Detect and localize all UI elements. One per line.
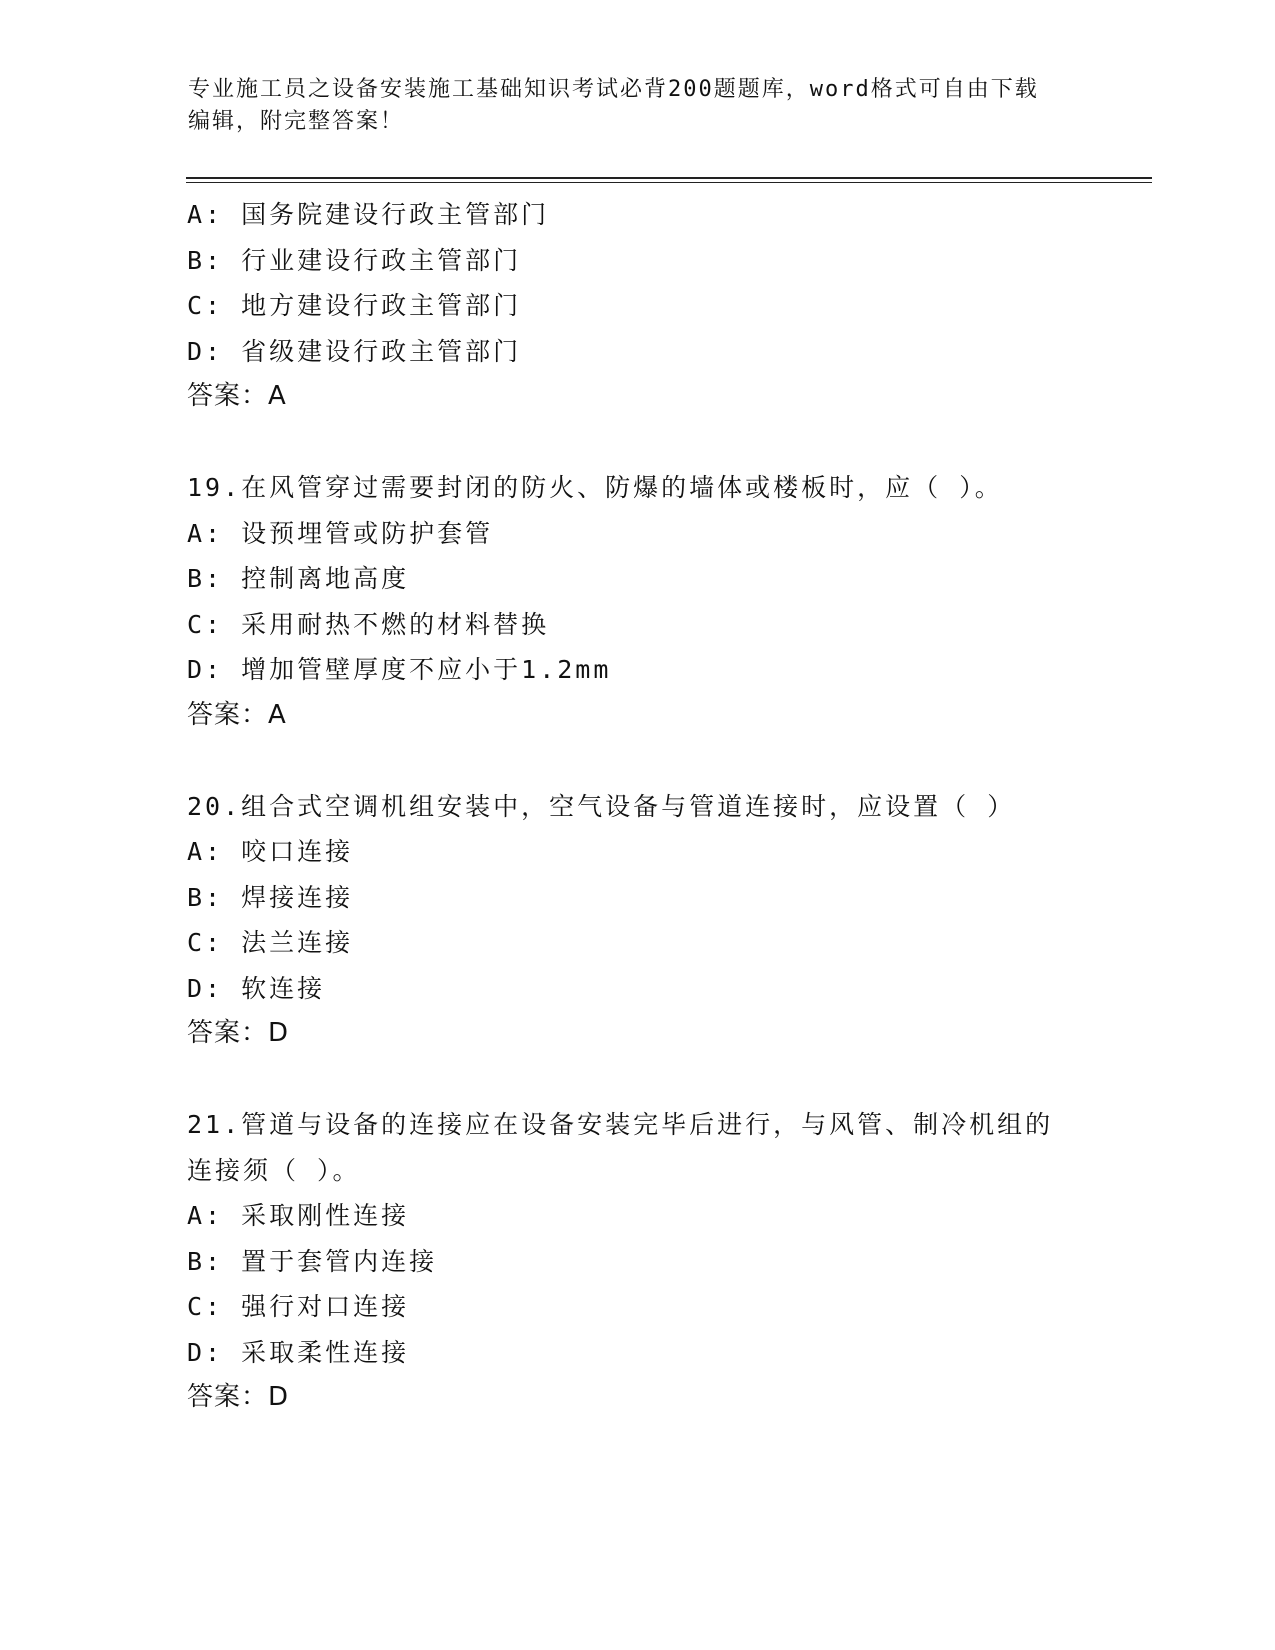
- question-block: [187, 465, 1087, 738]
- option-d: D: 软连接: [187, 973, 326, 1003]
- option-a: A: 设预埋管或防护套管: [187, 518, 494, 548]
- option-c: C: 法兰连接: [187, 928, 354, 957]
- header-line-2: 编辑，附完整答案！: [188, 109, 405, 134]
- option-d: D: 采取柔性连接: [187, 1337, 410, 1367]
- option-a: A: 国务院建设行政主管部门: [187, 200, 550, 229]
- answer-line: 答案：D: [187, 1382, 290, 1412]
- question-text: 19.在风管穿过需要封闭的防火、防爆的墙体或楼板时，应（ ）。: [187, 473, 1003, 502]
- option-d: D: 省级建设行政主管部门: [187, 336, 522, 366]
- option-b: B: 行业建设行政主管部门: [187, 245, 522, 275]
- question-list: [187, 192, 1087, 1421]
- option-a: A: 采取刚性连接: [187, 1201, 410, 1230]
- option-b: B: 控制离地高度: [187, 564, 410, 593]
- spacer: [187, 420, 1087, 466]
- question-text-line-1: 21.管道与设备的连接应在设备安装完毕后进行，与风管、制冷机组的: [187, 1110, 1054, 1139]
- header-line-1: 专业施工员之设备安装施工基础知识考试必背200题题库，word格式可自由下载: [188, 77, 1039, 102]
- answer-line: 答案：A: [187, 699, 287, 730]
- option-c: C: 采用耐热不燃的材料替换: [187, 609, 550, 639]
- question-text: 20.组合式空调机组安装中，空气设备与管道连接时，应设置（ ）: [187, 791, 1016, 821]
- option-b: B: 焊接连接: [187, 882, 354, 912]
- header-divider-thick: [186, 177, 1152, 179]
- header-divider-thin: [186, 182, 1152, 183]
- question-block: [187, 192, 1087, 420]
- option-c: C: 强行对口连接: [187, 1292, 410, 1321]
- option-b: B: 置于套管内连接: [187, 1246, 438, 1276]
- spacer: [187, 1057, 1087, 1103]
- option-a: A: 咬口连接: [187, 837, 354, 866]
- document-header: [188, 74, 1068, 138]
- option-c: C: 地方建设行政主管部门: [187, 291, 522, 320]
- question-block: [187, 784, 1087, 1057]
- answer-line: 答案：D: [187, 1018, 290, 1048]
- question-block: [187, 1102, 1087, 1421]
- answer-line: 答案：A: [187, 381, 287, 411]
- option-d: D: 增加管壁厚度不应小于1.2mm: [187, 655, 612, 684]
- spacer: [187, 738, 1087, 784]
- question-text-line-2: 连接须（ ）。: [187, 1155, 361, 1185]
